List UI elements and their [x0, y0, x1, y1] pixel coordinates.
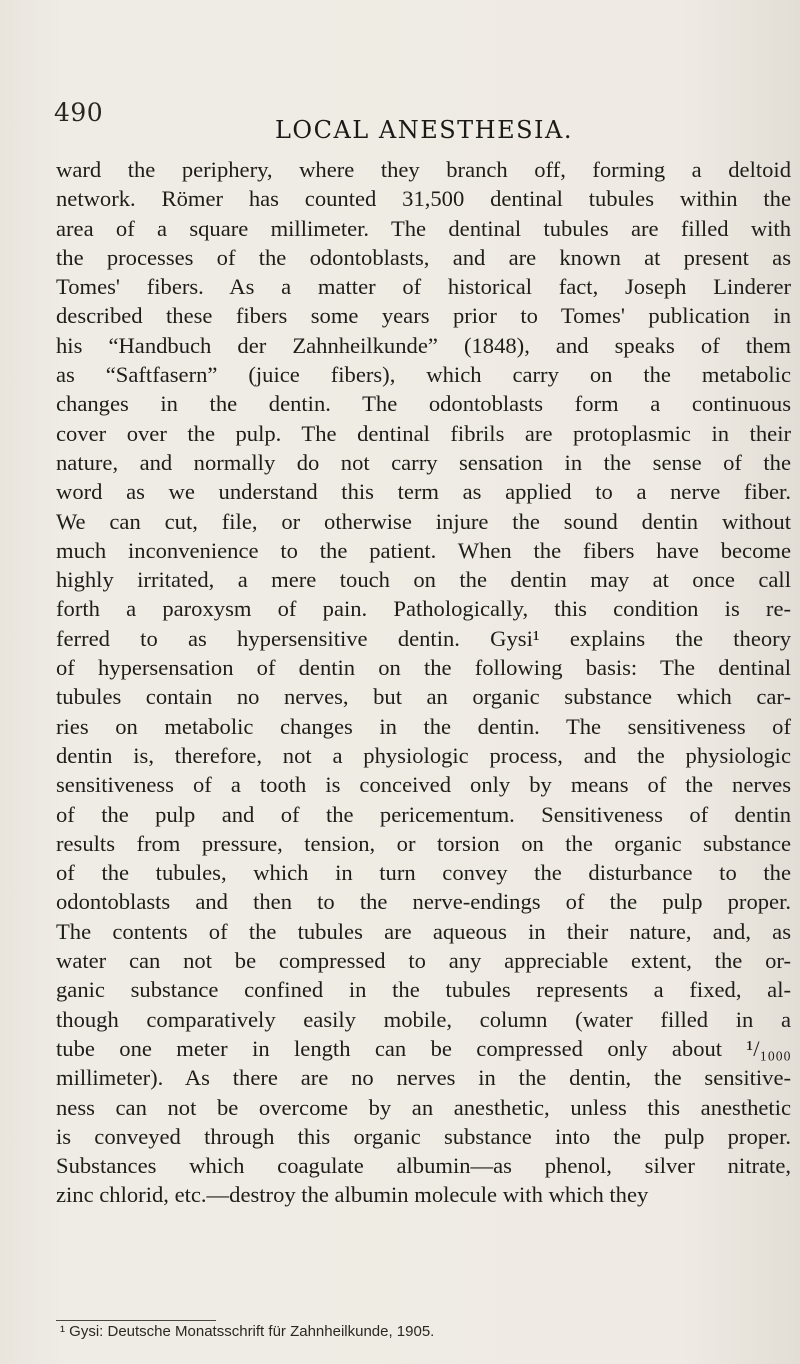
text-line: is conveyed through this organic substance into the pulp proper. [56, 1123, 791, 1149]
text-line: described these fibers some years prior to Tomes' publication in [56, 303, 791, 329]
footnote-rule [56, 1320, 216, 1321]
text-line: Tomes' fibers. As a matter of historical fact, Joseph Linderer [56, 274, 791, 300]
text-line: zinc chlorid, etc.—destroy the albumin molecule with which they [56, 1182, 649, 1208]
page-number: 490 [54, 98, 104, 127]
text-line: of the tubules, which in turn convey the disturbance to the [56, 860, 791, 886]
footnote: ¹ Gysi: Deutsche Monatsschrift für Zahnheilkunde, 1905. [60, 1323, 435, 1340]
text-line: dentin is, therefore, not a physiologic process, and the physiologic [56, 742, 791, 768]
text-line: as “Saftfasern” (juice fibers), which carry on the metabolic [56, 362, 791, 388]
text-line: though comparatively easily mobile, column (water filled in a [56, 1006, 791, 1032]
text-line: much inconvenience to the patient. When the fibers have become [56, 537, 791, 563]
text-line: word as we understand this term as applied to a nerve fiber. [56, 479, 791, 505]
text-line: of the pulp and of the pericementum. Sensitiveness of dentin [56, 801, 791, 827]
page-title: LOCAL ANESTHESIA. [274, 116, 573, 144]
text-line: ganic substance confined in the tubules represents a fixed, al- [56, 977, 791, 1003]
text-line: changes in the dentin. The odontoblasts form a continuous [56, 391, 791, 417]
text-line: ness can not be overcome by an anesthetic, unless this anesthetic [56, 1094, 791, 1120]
text-line: nature, and normally do not carry sensation in the sense of the [56, 449, 791, 475]
text-line: millimeter). As there are no nerves in the dentin, the sensitive- [56, 1065, 791, 1091]
text-line: ferred to as hypersensitive dentin. Gysi¹ explains the theory [56, 625, 791, 651]
text-line: results from pressure, tension, or torsion on the organic substance [56, 830, 791, 856]
text-line: the processes of the odontoblasts, and are known at present as [56, 244, 791, 270]
text-line: tube one meter in length can be compressed only about ¹/₁₀₀₀ [56, 1035, 791, 1061]
text-line: area of a square millimeter. The dentinal tubules are filled with [56, 215, 791, 241]
text-line: network. Römer has counted 31,500 dentinal tubules within the [56, 186, 791, 212]
text-line: forth a paroxysm of pain. Pathologically, this condition is re- [56, 596, 791, 622]
text-line: We can cut, file, or otherwise injure the sound dentin without [56, 508, 791, 534]
text-line: highly irritated, a mere touch on the dentin may at once call [56, 567, 791, 593]
text-line: tubules contain no nerves, but an organic substance which car- [56, 684, 791, 710]
text-line: sensitiveness of a tooth is conceived only by means of the nerves [56, 772, 791, 798]
text-line: water can not be compressed to any appreciable extent, the or- [56, 948, 791, 974]
text-line: Substances which coagulate albumin—as phenol, silver nitrate, [56, 1153, 791, 1179]
body-text [56, 155, 791, 1210]
text-line: cover over the pulp. The dentinal fibrils are protoplasmic in their [56, 420, 791, 446]
text-line: ward the periphery, where they branch off, forming a deltoid [56, 157, 791, 182]
text-line: of hypersensation of dentin on the following basis: The dentinal [56, 655, 791, 681]
text-line: The contents of the tubules are aqueous in their nature, and, as [56, 918, 791, 944]
text-line: odontoblasts and then to the nerve-endings of the pulp proper. [56, 889, 791, 915]
text-line: his “Handbuch der Zahnheilkunde” (1848), and speaks of them [56, 332, 791, 358]
running-head [54, 98, 794, 144]
text-line: ries on metabolic changes in the dentin. The sensitiveness of [56, 713, 791, 739]
